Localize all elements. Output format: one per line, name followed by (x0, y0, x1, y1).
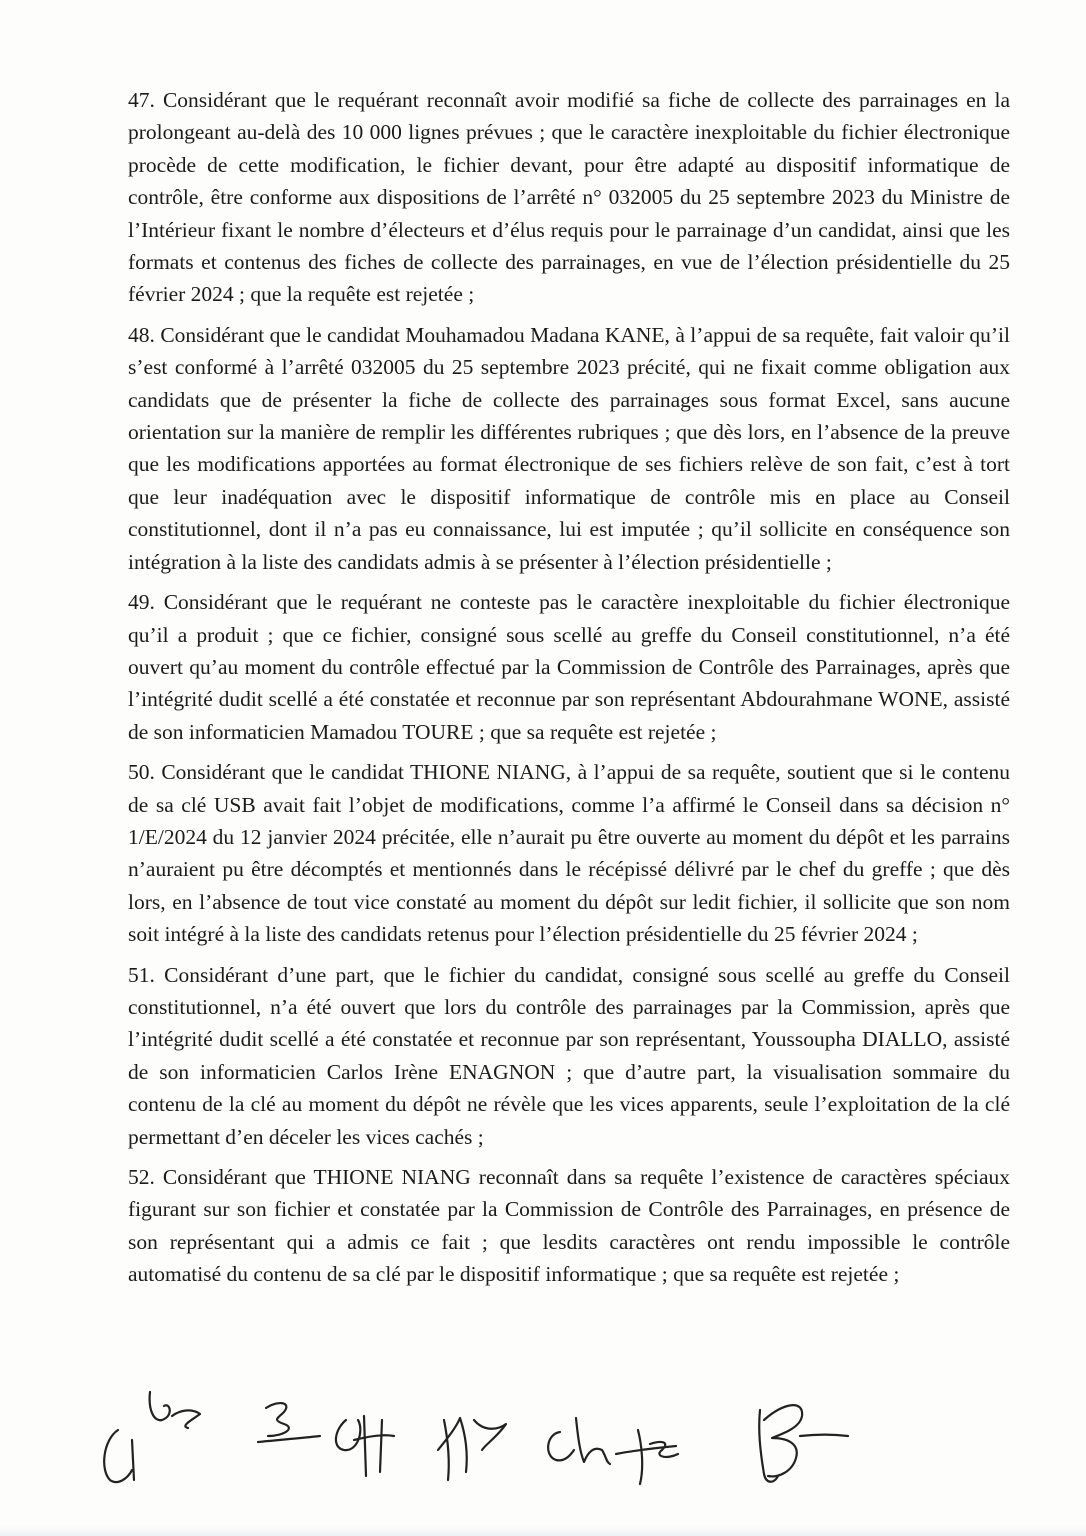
paragraph-52 (128, 1161, 1010, 1291)
scan-bottom-edge (0, 1526, 1086, 1536)
paragraph-48 (128, 319, 1010, 578)
paragraph-number: 47. (128, 88, 155, 112)
paragraph-49 (128, 586, 1010, 748)
paragraph-text: Considérant que le candidat THIONE NIANG, à l’appui de sa requête, soutient que si le contenu de sa clé USB avait fait l’objet de modifications, comme l’a affirmé le Conseil dans sa décision n° 1/E/2024 du 12 janvier 2024 précitée, elle n’aurait pu être ouverte au moment du dépôt et les parrains n’auraient pu être décomptés et mentionnés dans le récépissé délivré par le chef du greffe ; que dès lors, en l’absence de tout vice constaté au moment du dépôt sur ledit fichier, il sollicite que son nom soit intégré à la liste des candidats retenus pour l’élection présidentielle du 25 février 2024 ; (128, 760, 1010, 947)
paragraph-number: 49. (128, 590, 155, 615)
paragraph-text: Considérant que THIONE NIANG reconnaît dans sa requête l’existence de caractères spéciaux figurant sur son fichier et constatée par la Commission de Contrôle des Parrainages, en présence de son représentant qui a admis ce fait ; que lesdits caractères ont rendu impossible le contrôle automatisé du contenu de sa clé par le dispositif informatique ; que sa requête est rejetée ; (128, 1165, 1010, 1287)
signature-initials-row (88, 1380, 888, 1500)
paragraph-number: 51. (128, 962, 155, 987)
paragraph-number: 50. (128, 760, 155, 785)
document-body (128, 84, 1010, 1299)
paragraph-text: Considérant d’une part, que le fichier du candidat, consigné sous scellé au greffe du Conseil constitutionnel, n’a été ouvert que lors du contrôle des parrainages par la Commission, après que l’intégrité dudit scellé a été constatée et reconnue par son représentant, Youssoupha DIALLO, assisté de son informaticien Carlos Irène ENAGNON ; que d’autre part, la visualisation sommaire du contenu de la clé au moment du dépôt ne révèle que les vices apparents, seule l’exploitation de la clé permettant d’en déceler les vices cachés ; (128, 962, 1011, 1149)
paragraph-number: 52. (128, 1165, 155, 1189)
paragraph-47 (128, 84, 1010, 311)
paragraph-text: Considérant que le candidat Mouhamadou Madana KANE, à l’appui de sa requête, fait valoir qu’il s’est conformé à l’arrêté 032005 du 25 septembre 2023 précité, qui ne fixait comme obligation aux candidats que de présenter la fiche de collecte des parrainages sous format Excel, sans aucune orientation sur la manière de remplir les différentes rubriques ; que dès lors, en l’absence de la preuve que les modifications apportées au format électronique de ses fichiers relève de son fait, c’est à tort que leur inadéquation avec le dispositif informatique de contrôle mis en place au Conseil constitutionnel, dont il n’a pas eu connaissance, lui est imputée ; qu’il sollicite en conséquence son intégration à la liste des candidats admis à se présenter à l’élection présidentielle ; (128, 322, 1011, 574)
handwritten-initials-icon (88, 1380, 888, 1500)
paragraph-text: Considérant que le requérant ne conteste pas le caractère inexploitable du fichier électronique qu’il a produit ; que ce fichier, consigné sous scellé au greffe du Conseil constitutionnel, n’a été ouvert qu’au moment du contrôle effectué par la Commission de Contrôle des Parrainages, après que l’intégrité dudit scellé a été constatée et reconnue par son représentant Abdourahmane WONE, assisté de son informaticien Mamadou TOURE ; que sa requête est rejetée ; (128, 590, 1011, 744)
paragraph-50 (128, 756, 1010, 950)
paragraph-number: 48. (128, 322, 155, 347)
paragraph-51 (128, 959, 1010, 1153)
paragraph-text: Considérant que le requérant reconnaît avoir modifié sa fiche de collecte des parrainages en la prolongeant au-delà des 10 000 lignes prévues ; que le caractère inexploitable du fichier électronique procède de cette modification, le fichier devant, pour être adapté au dispositif informatique de contrôle, être conforme aux dispositions de l’arrêté n° 032005 du 25 septembre 2023 du Ministre de l’Intérieur fixant le nombre d’électeurs et d’élus requis pour le parrainage d’un candidat, ainsi que les formats et contenus des fiches de collecte des parrainages, en vue de l’élection présidentielle du 25 février 2024 ; que la requête est rejetée ; (128, 88, 1010, 307)
